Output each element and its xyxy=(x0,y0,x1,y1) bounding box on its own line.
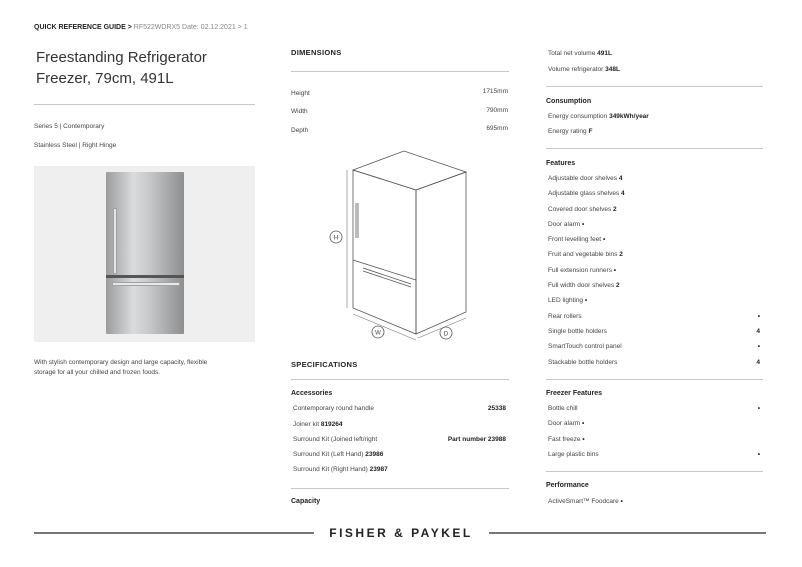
feature-row: Full extension runners • xyxy=(548,266,617,274)
dimension-depth-label: Depth xyxy=(291,127,309,134)
fridge-image xyxy=(106,172,184,334)
freezer-feature-row: Door alarm • xyxy=(548,420,585,428)
feature-row: Rear rollers • xyxy=(548,312,760,320)
divider xyxy=(546,148,763,149)
feature-row: Covered door shelves 2 xyxy=(548,205,617,213)
dimension-width-label: Width xyxy=(291,108,308,115)
product-title-line1: Freestanding Refrigerator xyxy=(36,49,207,66)
consumption-heading: Consumption xyxy=(546,98,592,105)
freezer-feature-row: Fast freeze • xyxy=(548,435,585,443)
feature-row: Adjustable glass shelves 4 xyxy=(548,190,625,198)
capacity-refrigerator: Volume refrigerator 348L xyxy=(548,66,620,73)
feature-row: Front levelling feet • xyxy=(548,236,606,244)
dimension-height-value: 1715mm xyxy=(482,88,508,95)
product-title-line2: Freezer, 79cm, 491L xyxy=(36,70,174,87)
dimension-depth-value: 695mm xyxy=(486,125,508,132)
description-line1: With stylish contemporary design and large capacity, flexible xyxy=(34,359,208,366)
specifications-heading: SPECIFICATIONS xyxy=(291,360,358,369)
divider xyxy=(34,104,255,105)
depth-guide xyxy=(418,318,466,338)
accessory-row: Surround Kit (Right Hand) 23987 xyxy=(293,466,388,473)
accessory-row-value: 25338 xyxy=(487,405,506,412)
divider xyxy=(546,86,763,87)
feature-row: Fruit and vegetable bins 2 xyxy=(548,251,623,259)
accessory-row: Joiner kit 819264 xyxy=(293,421,343,428)
dimension-height-label: Height xyxy=(291,90,310,97)
capacity-total: Total net volume 491L xyxy=(548,50,612,57)
accessory-row: Surround Kit (Joined left/right xyxy=(293,436,378,443)
feature-row: Door alarm • xyxy=(548,220,585,228)
performance-row: ActiveSmart™ Foodcare • xyxy=(548,498,623,505)
width-marker-label: W xyxy=(375,330,381,337)
freezer-feature-row: Large plastic bins • xyxy=(548,450,760,458)
divider xyxy=(291,71,509,72)
dimension-width-value: 790mm xyxy=(486,107,508,114)
drawer-line xyxy=(353,260,416,280)
fridge-top-outline xyxy=(353,151,466,190)
feature-row: Adjustable door shelves 4 xyxy=(548,175,623,182)
depth-marker-label: D xyxy=(443,331,449,338)
product-title xyxy=(36,47,256,89)
freezer-features-heading: Freezer Features xyxy=(546,390,603,397)
fridge-side-outline xyxy=(416,172,466,334)
features-list xyxy=(548,175,762,374)
fridge-front-outline xyxy=(353,170,416,334)
description-line2: storage for all your chilled and frozen foods. xyxy=(34,369,161,376)
performance-heading: Performance xyxy=(546,482,589,489)
accessories-heading: Accessories xyxy=(291,390,333,397)
width-guide xyxy=(353,314,416,340)
consumption-energy: Energy consumption 349kWh/year xyxy=(548,113,649,120)
breadcrumb-rest: RF522WDRX5 Date: 02.12.2021 > 1 xyxy=(133,24,248,31)
feature-row: Stackable bottle holders 4 xyxy=(548,358,760,366)
dimensions-heading: DIMENSIONS xyxy=(291,48,342,57)
accessory-row: Surround Kit (Left Hand) 23986 xyxy=(293,451,384,458)
divider xyxy=(291,488,509,489)
feature-row: LED lighting • xyxy=(548,297,588,305)
divider xyxy=(546,379,763,380)
height-marker-label: H xyxy=(333,235,339,242)
dimension-diagram xyxy=(325,148,475,344)
breadcrumb-guide: QUICK REFERENCE GUIDE > xyxy=(34,24,132,31)
accessory-row: Contemporary round handle xyxy=(293,405,374,412)
consumption-rating: Energy rating F xyxy=(548,128,593,135)
accessory-row-value: Part number 23988 xyxy=(447,436,506,443)
brand-logo: FISHER & PAYKEL xyxy=(329,526,473,540)
breadcrumb xyxy=(34,24,248,31)
features-heading: Features xyxy=(546,160,576,167)
product-description xyxy=(34,359,207,376)
feature-row: SmartTouch control panel • xyxy=(548,343,760,351)
divider xyxy=(546,471,763,472)
divider xyxy=(291,379,509,380)
feature-row: Full width door shelves 2 xyxy=(548,282,620,290)
product-finish: Stainless Steel | Right Hinge xyxy=(34,142,117,149)
feature-row: Single bottle holders 4 xyxy=(548,327,760,335)
product-series: Series 5 | Contemporary xyxy=(34,123,105,130)
capacity-heading: Capacity xyxy=(291,498,321,505)
freezer-feature-row: Bottle chill • xyxy=(548,405,760,412)
freezer-features-list xyxy=(548,405,762,466)
